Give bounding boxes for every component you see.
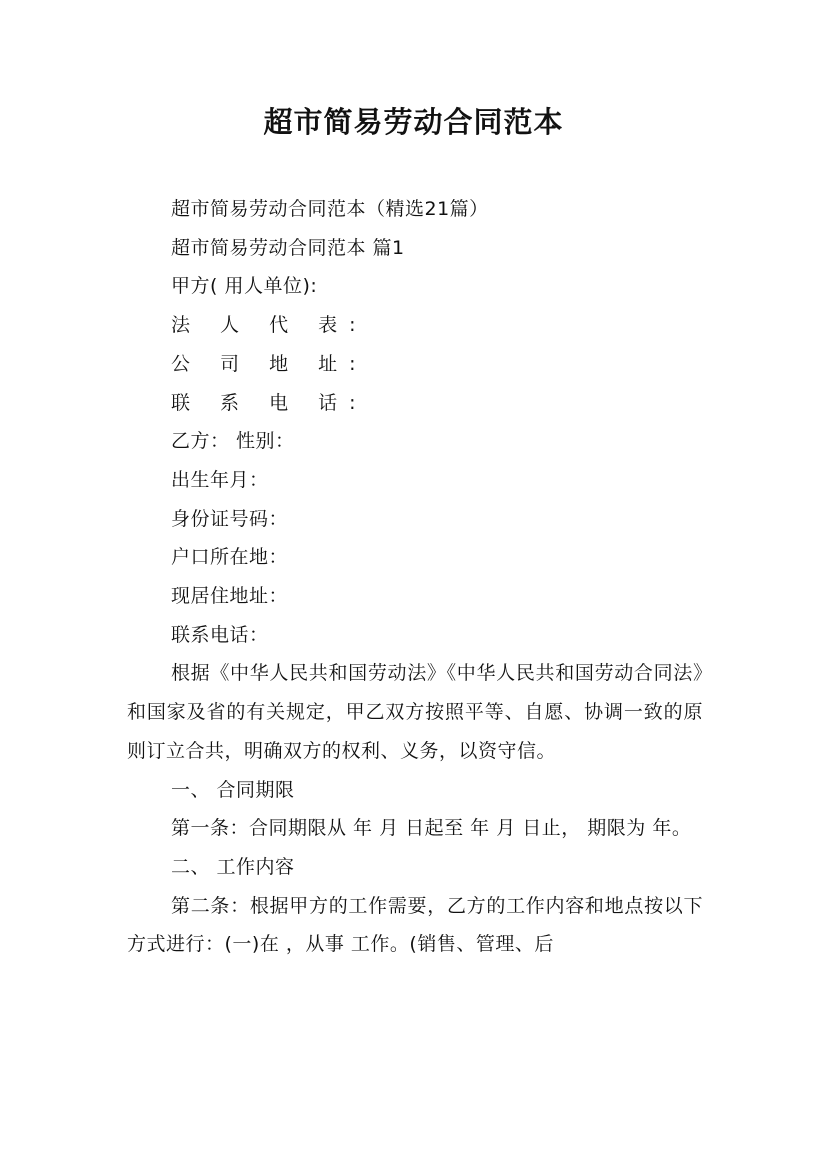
heading-work-content: 二、 工作内容 — [171, 855, 295, 878]
field-company-address: 公 司 地 址: — [171, 352, 368, 375]
field-contact-phone-b: 联系电话： — [171, 623, 269, 646]
paragraph-section-heading: 超市简易劳动合同范本 篇1 — [171, 236, 405, 259]
field-contact-phone-a: 联 系 电 话: — [171, 391, 368, 414]
field-party-a: 甲方( 用人单位): — [171, 275, 318, 298]
field-current-address: 现居住地址： — [171, 585, 289, 608]
document-title: 超市简易劳动合同范本 — [263, 105, 564, 139]
document-body — [127, 190, 703, 964]
heading-contract-term: 一、 合同期限 — [171, 778, 295, 801]
paragraph-article-2: 第二条：根据甲方的工作需要，乙方的工作内容和地点按以下方式进行：(一)在 ，从事 工作。(销售、管理、后 — [127, 894, 703, 956]
paragraph-article-1: 第一条：合同期限从 年 月 日起至 年 月 日止， 期限为 年。 — [171, 817, 692, 840]
field-legal-representative: 法 人 代 表: — [171, 314, 368, 337]
field-household-registration: 户口所在地： — [171, 546, 289, 569]
field-id-number: 身份证号码： — [171, 507, 289, 530]
field-party-b-gender: 乙方： 性别： — [171, 430, 295, 453]
field-birth-date: 出生年月： — [171, 468, 269, 491]
paragraph-subtitle: 超市简易劳动合同范本（精选21篇） — [171, 198, 489, 220]
paragraph-preamble: 根据《中华人民共和国劳动法》《中华人民共和国劳动合同法》和国家及省的有关规定，甲乙双方按照平等、自愿、协调一致的原则订立合共，明确双方的权利、义务，以资守信。 — [127, 662, 703, 762]
